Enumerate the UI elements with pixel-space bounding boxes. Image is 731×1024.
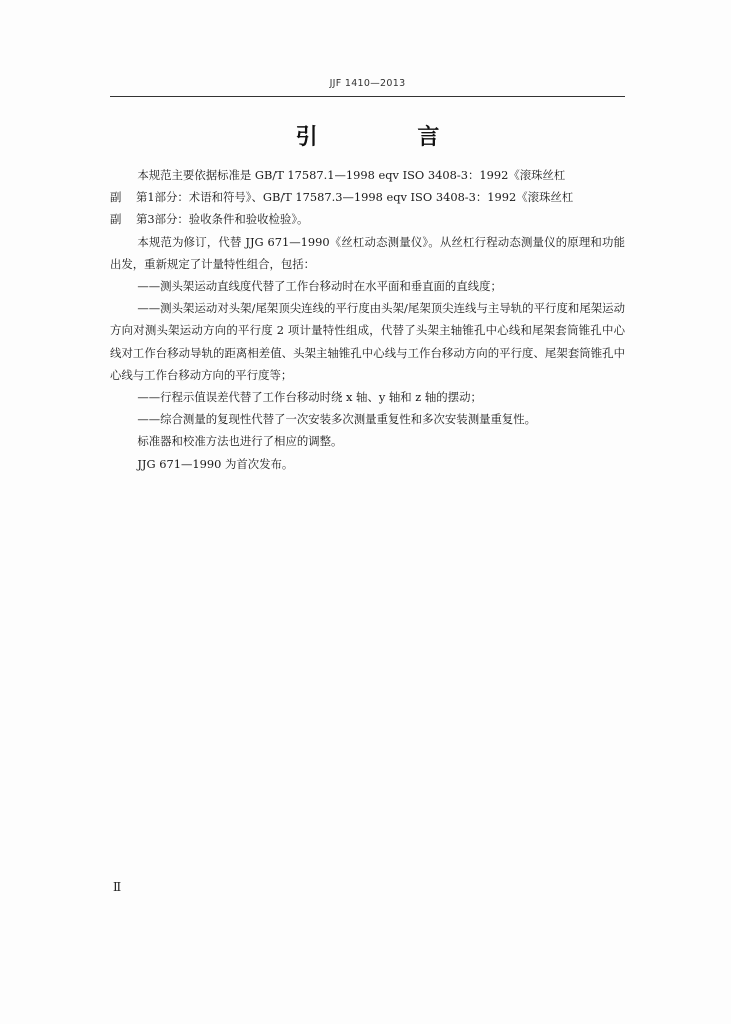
paragraph-basis-hang1 xyxy=(110,186,625,208)
hang-lead: 副 xyxy=(110,212,122,227)
hang-lead: 副 xyxy=(110,190,122,205)
paragraph-basis-line1: 本规范主要依据标准是 GB/T 17587.1—1998 eqv ISO 3408-3：1992《滚珠丝杠 xyxy=(137,168,566,182)
paragraph-item-reproducibility: ——综合测量的复现性代替了一次安装多次测量重复性和多次安装测量重复性。 xyxy=(137,412,537,427)
running-header: JJF 1410—2013 xyxy=(329,78,406,89)
paragraph-standards-adjusted: 标准器和校准方法也进行了相应的调整。 xyxy=(137,434,343,449)
body-text xyxy=(110,164,625,475)
hang-text: 第3部分：验收条件和验收检验》。 xyxy=(136,212,309,227)
paragraph-item-straightness: ——测头架运动直线度代替了工作台移动时在水平面和垂直面的直线度； xyxy=(137,279,502,294)
section-title: 引 言 xyxy=(295,125,486,150)
paragraph-first-release: JJG 671—1990 为首次发布。 xyxy=(137,456,294,471)
header-rule xyxy=(110,96,625,97)
paragraph-revision: 本规范为修订，代替 JJG 671—1990《丝杠动态测量仪》。从丝杠行程动态测量仪的原理和功能出发，重新规定了计量特性组合，包括： xyxy=(110,234,625,271)
paragraph-basis-hang2 xyxy=(110,208,625,230)
paragraph-item-parallelism: ——测头架运动对头架/尾架顶尖连线的平行度由头架/尾架顶尖连线与主导轨的平行度和尾架运动方向对测头架运动方向的平行度 2 项计量特性组成，代替了头架主轴锥孔中心线和尾架套筒锥孔中心线对工作台移动导轨的距离相差值、头架主轴锥孔中心线与工作台移动方向的平行度、尾架套筒锥孔中心线与工作台移动方向的平行度等； xyxy=(110,301,625,382)
paragraph-item-indication-error: ——行程示值误差代替了工作台移动时绕 x 轴、y 轴和 z 轴的摆动； xyxy=(137,390,482,405)
page-number: Ⅱ xyxy=(113,880,122,894)
hang-text: 第1部分：术语和符号》、GB/T 17587.3—1998 eqv ISO 3408-3：1992《滚珠丝杠 xyxy=(136,190,574,205)
